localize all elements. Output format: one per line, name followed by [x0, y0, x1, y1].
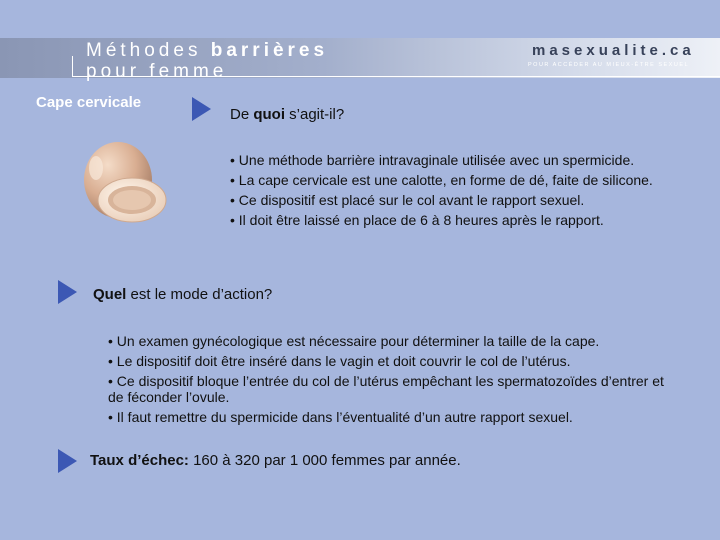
title-light: Méthodes	[86, 40, 211, 61]
section1-heading	[230, 106, 344, 123]
section2-arrow-icon	[58, 280, 77, 304]
cervical-cap-image	[70, 128, 180, 238]
section2-heading-bold: Quel	[93, 286, 127, 303]
section2-heading	[93, 286, 272, 303]
section1-heading-bold: quoi	[253, 106, 285, 123]
list-item: • Une méthode barrière intravaginale utilisée avec un spermicide.	[230, 152, 635, 168]
side-label: Cape cervicale	[36, 94, 142, 111]
list-item: • La cape cervicale est une calotte, en forme de dé, faite de silicone.	[230, 172, 653, 188]
section1-heading-suffix: s’agit-il?	[285, 106, 345, 123]
failure-rate	[90, 452, 461, 469]
section1-heading-prefix: De	[230, 106, 254, 123]
section3-arrow-icon	[58, 449, 77, 473]
title-bold: barrières	[210, 40, 329, 61]
list-item: • Ce dispositif bloque l’entrée du col de l’utérus empêchant les spermatozoïdes d’entrer et de féconder l’ovule.	[108, 373, 664, 405]
page-title	[86, 40, 328, 82]
failure-rate-value: 160 à 320 par 1 000 femmes par année.	[188, 452, 461, 469]
section1-bullets	[230, 150, 653, 230]
list-item: • Il faut remettre du spermicide dans l’éventualité d’un autre rapport sexuel.	[108, 409, 573, 425]
brand-logo: masexualite.ca	[532, 42, 695, 59]
list-item: • Ce dispositif est placé sur le col avant le rapport sexuel.	[230, 192, 585, 208]
list-item: • Il doit être laissé en place de 6 à 8 heures après le rapport.	[230, 212, 604, 228]
list-item: • Le dispositif doit être inséré dans le vagin et doit couvrir le col de l’utérus.	[108, 353, 571, 369]
brand-tagline: POUR ACCÉDER AU MIEUX-ÊTRE SEXUEL	[528, 62, 690, 68]
section2-heading-suffix: est le mode d’action?	[126, 286, 273, 303]
header-divider-vertical	[72, 56, 73, 76]
section1-arrow-icon	[192, 97, 211, 121]
failure-rate-label: Taux d’échec:	[90, 452, 189, 469]
title-line2: pour femme	[86, 61, 228, 82]
section2-bullets	[108, 331, 708, 427]
list-item: • Un examen gynécologique est nécessaire pour déterminer la taille de la cape.	[108, 333, 600, 349]
